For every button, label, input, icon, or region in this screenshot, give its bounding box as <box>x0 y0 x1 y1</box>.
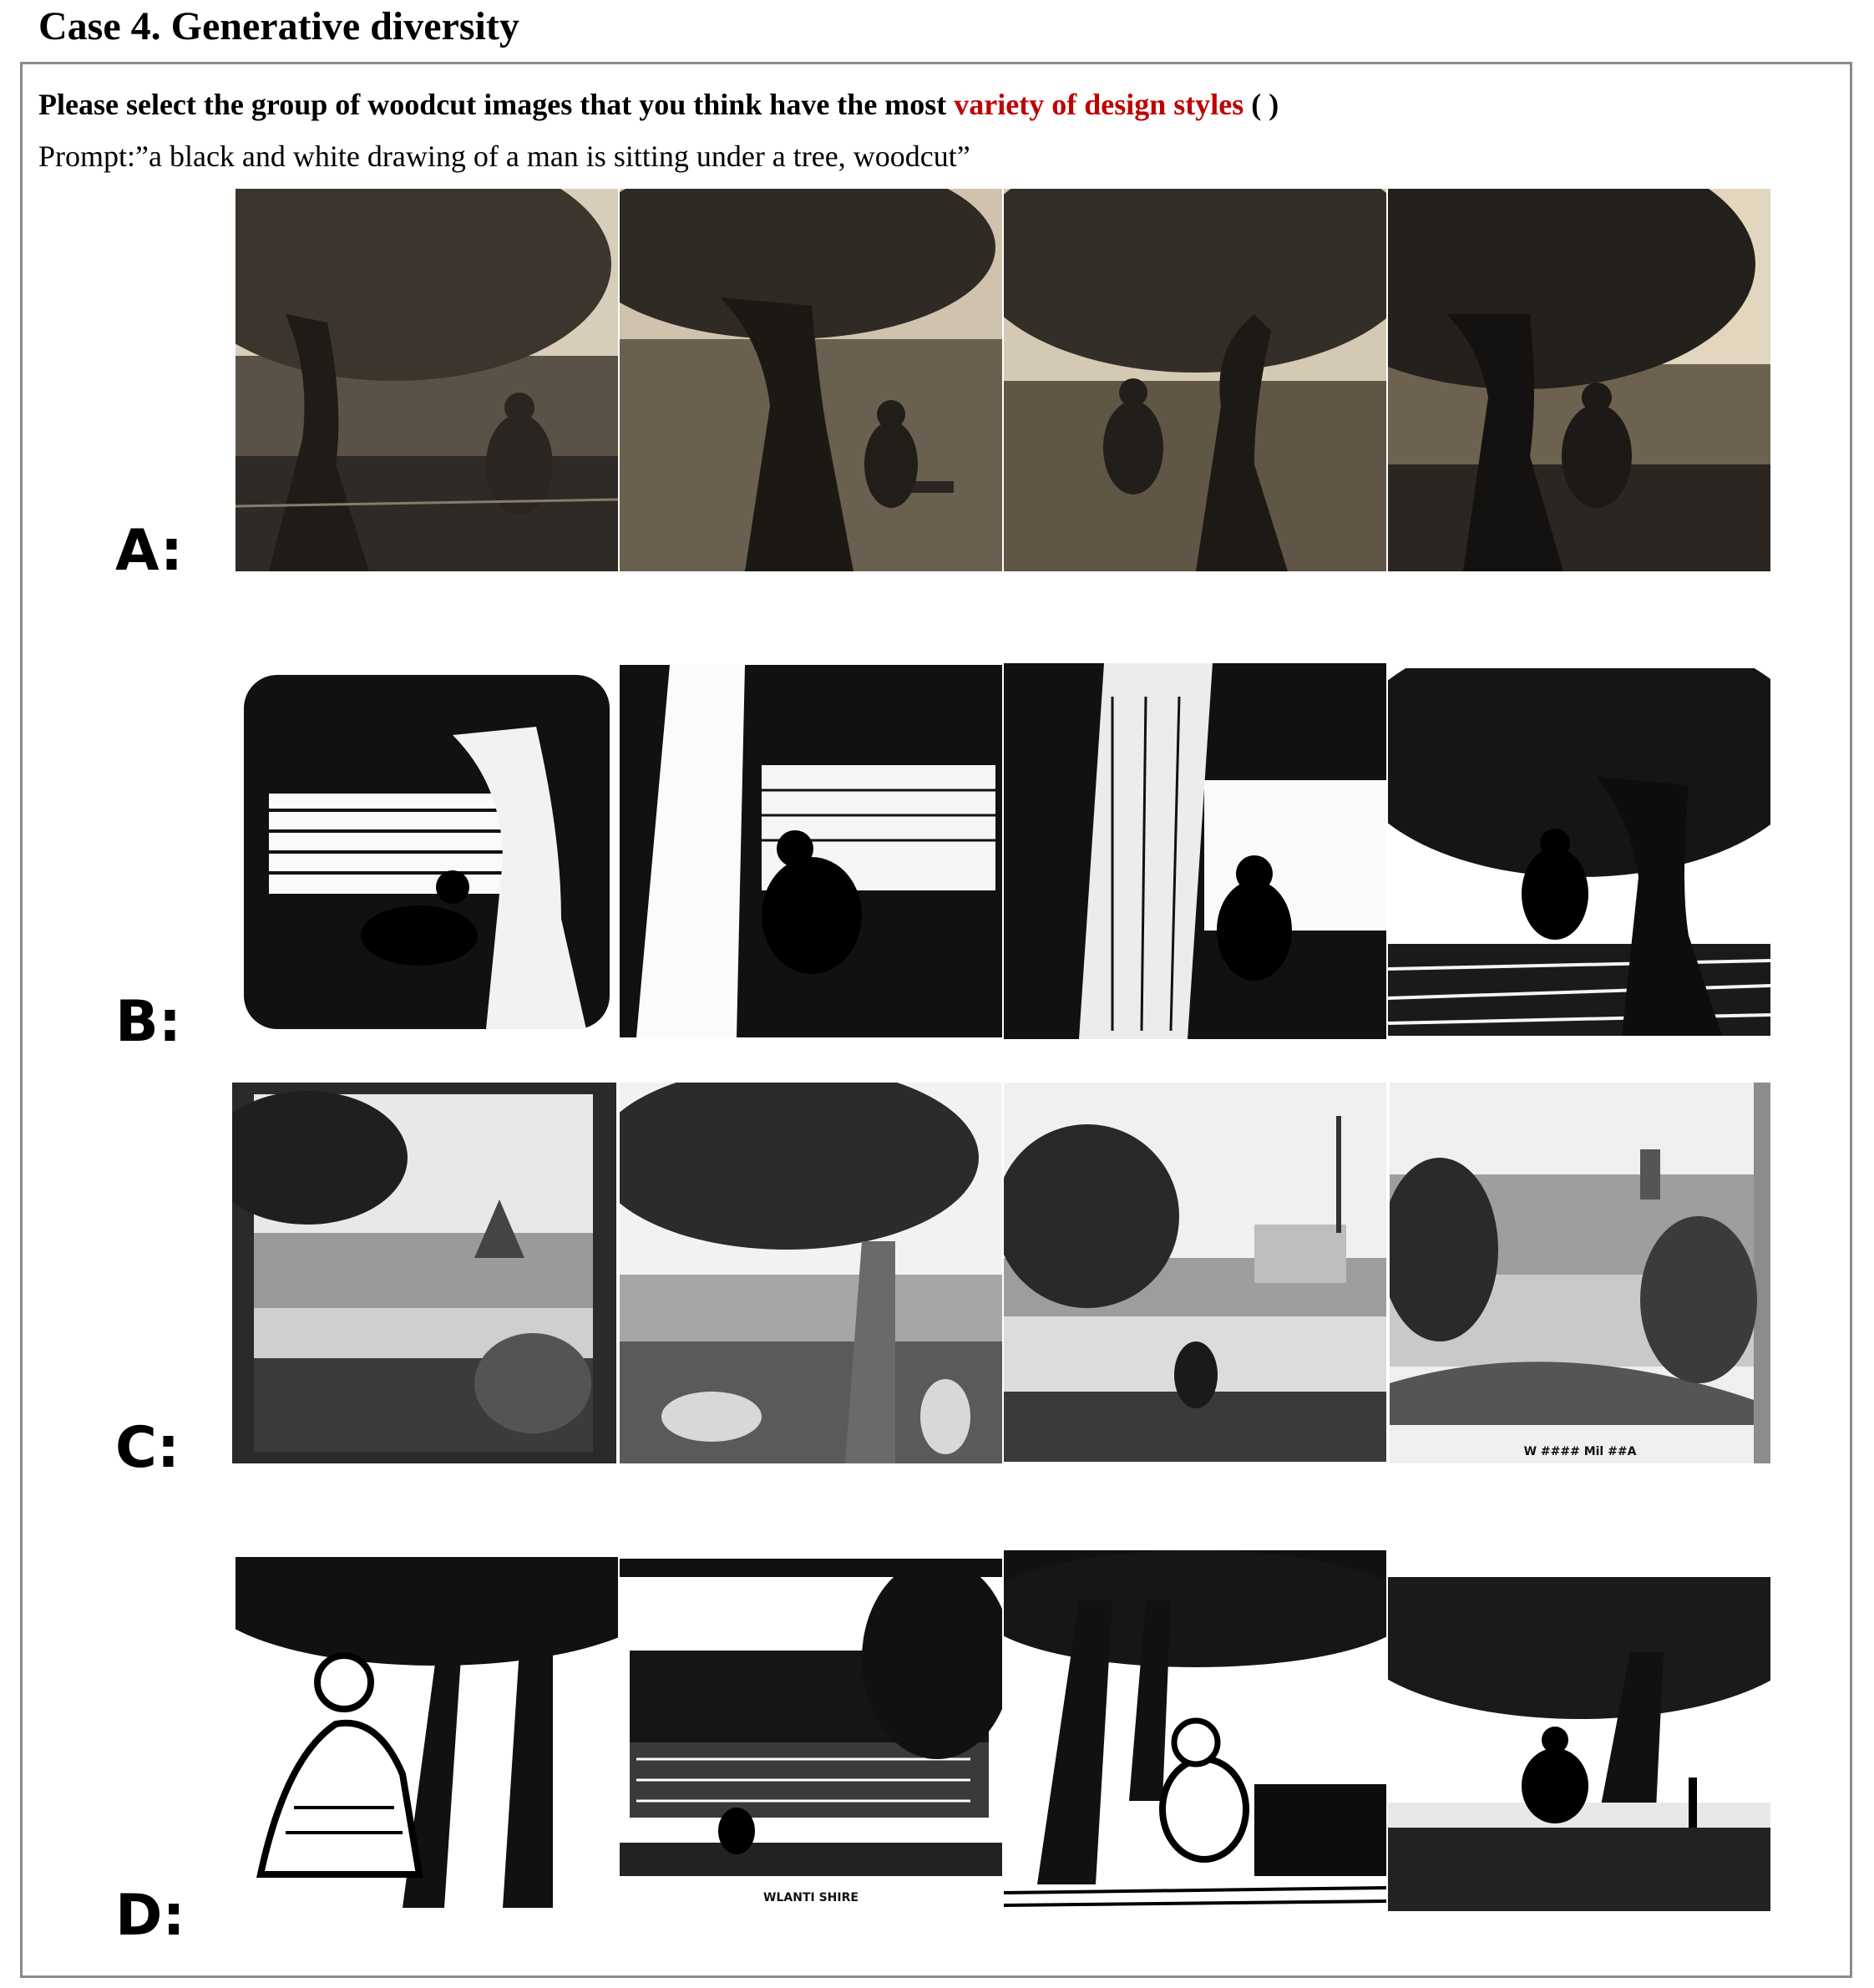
group-label-a: A: <box>115 518 184 584</box>
woodcut-image-c3[interactable] <box>1004 1083 1386 1462</box>
question-answer-blank: ( ) <box>1243 88 1279 121</box>
woodcut-image-d4[interactable] <box>1388 1577 1770 1911</box>
prompt-text: Prompt:”a black and white drawing of a man is sitting under a tree, woodcut” <box>38 139 970 173</box>
woodcut-image-a3[interactable] <box>1004 189 1386 571</box>
woodcut-image-b3[interactable] <box>1004 663 1386 1039</box>
woodcut-image-a2[interactable] <box>620 189 1002 571</box>
woodcut-image-d1[interactable] <box>236 1557 618 1908</box>
group-label-c: C: <box>115 1415 180 1481</box>
woodcut-image-d2[interactable] <box>620 1559 1002 1909</box>
image-caption-d2: WLANTI SHIRE <box>763 1891 858 1904</box>
group-label-b: B: <box>115 989 182 1055</box>
question-prefix: Please select the group of woodcut images that you think have the most <box>38 88 955 121</box>
woodcut-image-b2[interactable] <box>620 665 1002 1037</box>
woodcut-image-b4[interactable] <box>1388 668 1770 1036</box>
woodcut-image-a4[interactable] <box>1388 189 1770 571</box>
question-text <box>38 85 1279 124</box>
question-highlight: variety of design styles <box>954 88 1244 121</box>
woodcut-image-c4[interactable] <box>1390 1083 1770 1463</box>
woodcut-image-d3[interactable] <box>1004 1550 1386 1911</box>
group-label-d: D: <box>115 1883 185 1949</box>
woodcut-image-c2[interactable] <box>620 1083 1002 1463</box>
woodcut-image-c1[interactable] <box>232 1083 616 1463</box>
woodcut-image-a1[interactable] <box>236 189 618 571</box>
case-title: Case 4. Generative diversity <box>38 4 519 48</box>
woodcut-image-b1[interactable] <box>236 668 618 1036</box>
image-caption-c4: W #### Mil ##A <box>1523 1445 1637 1458</box>
